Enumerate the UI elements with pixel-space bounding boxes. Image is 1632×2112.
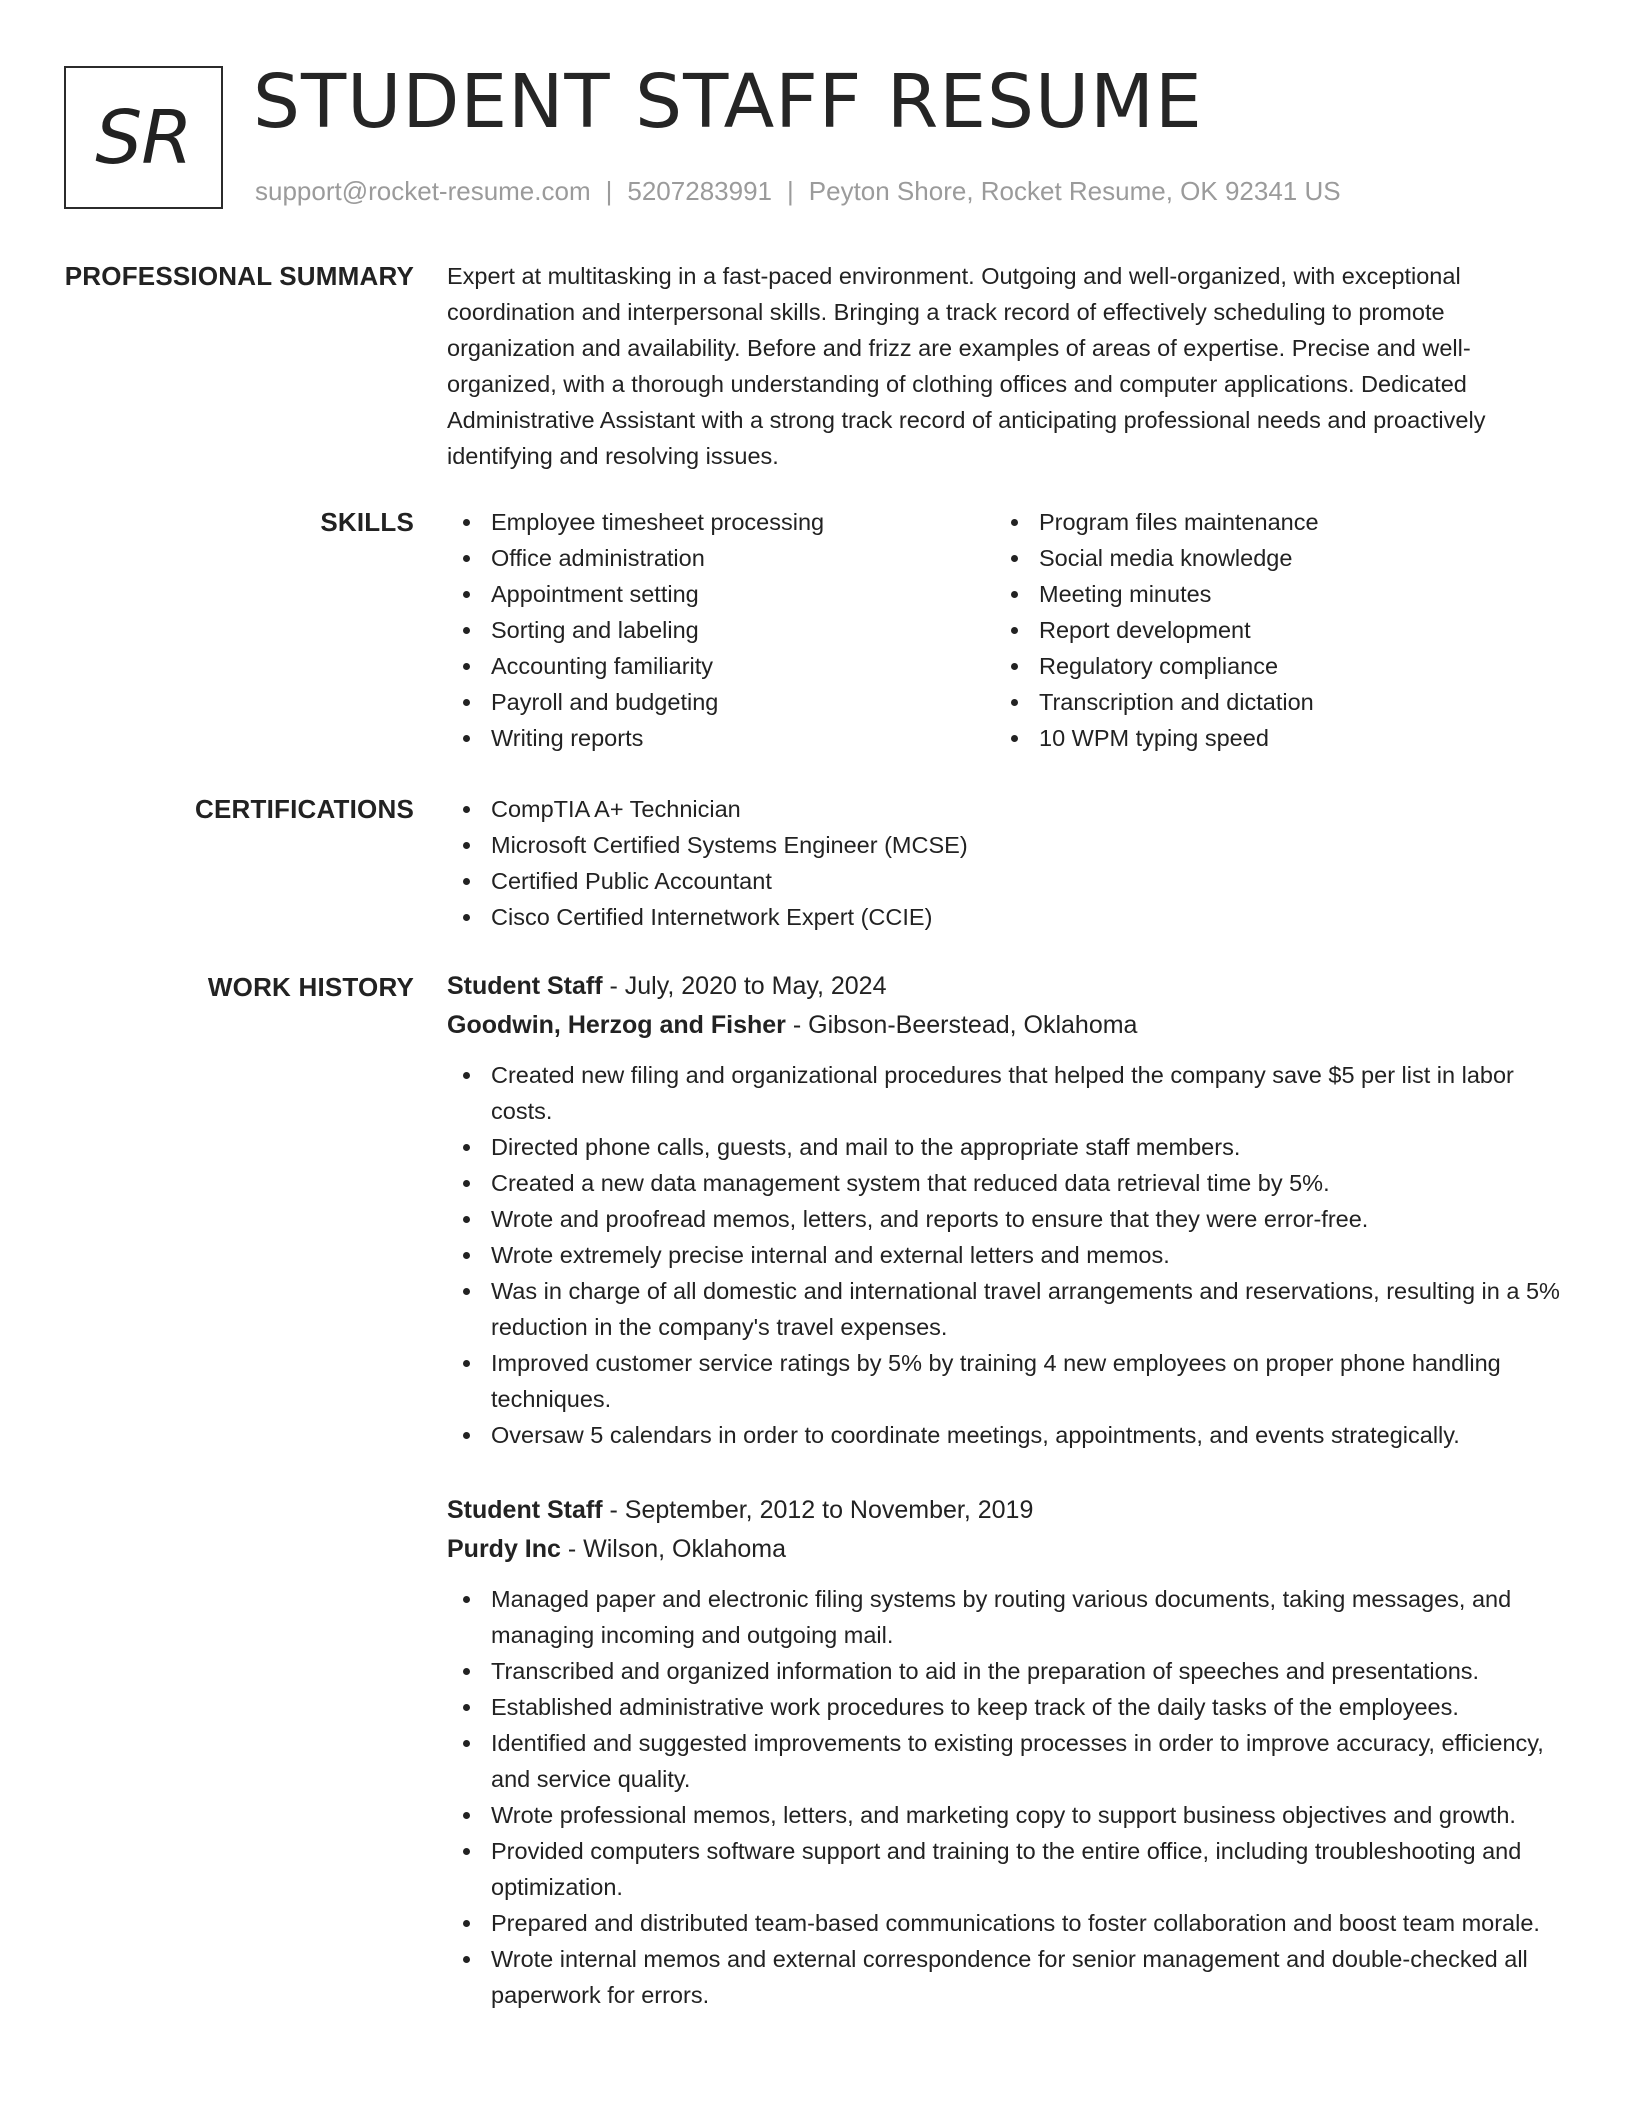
skill-item: Program files maintenance <box>995 504 1515 540</box>
job-entry <box>447 967 1567 1453</box>
job-duty: Prepared and distributed team-based communications to foster collaboration and boost team morale. <box>447 1905 1567 1941</box>
job-duty: Wrote extremely precise internal and external letters and memos. <box>447 1237 1567 1273</box>
job-company-line <box>447 1530 1567 1569</box>
job-duty: Created a new data management system that reduced data retrieval time by 5%. <box>447 1165 1567 1201</box>
skill-item: Writing reports <box>447 720 967 756</box>
certification-item: CompTIA A+ Technician <box>447 791 1567 827</box>
job-entry <box>447 1491 1567 2013</box>
work-history-heading: WORK HISTORY <box>207 972 414 1002</box>
job-duty: Wrote internal memos and external correspondence for senior management and double-checked all paperwork for errors. <box>447 1941 1567 2013</box>
monogram-initials: SR <box>95 94 192 181</box>
job-company: Purdy Inc <box>447 1535 561 1563</box>
job-duty: Oversaw 5 calendars in order to coordinate meetings, appointments, and events strategically. <box>447 1417 1567 1453</box>
skills-column-1 <box>447 504 967 756</box>
job-title: Student Staff <box>447 972 603 1000</box>
job-duty: Improved customer service ratings by 5% by training 4 new employees on proper phone handling techniques. <box>447 1345 1567 1417</box>
skill-item: Employee timesheet processing <box>447 504 967 540</box>
job-location: - Wilson, Oklahoma <box>560 1535 786 1563</box>
skill-item: Office administration <box>447 540 967 576</box>
job-title-line <box>447 1491 1567 1530</box>
job-duty: Directed phone calls, guests, and mail to the appropriate staff members. <box>447 1129 1567 1165</box>
resume-title: STUDENT STAFF RESUME <box>253 59 1203 145</box>
job-company-line <box>447 1006 1567 1045</box>
job-duty: Wrote and proofread memos, letters, and reports to ensure that they were error-free. <box>447 1201 1567 1237</box>
skill-item: Accounting familiarity <box>447 648 967 684</box>
job-duty: Established administrative work procedures to keep track of the daily tasks of the employees. <box>447 1689 1567 1725</box>
job-title: Student Staff <box>447 1496 603 1524</box>
contact-separator: | <box>605 176 613 206</box>
job-duties-list <box>447 1581 1567 2013</box>
certifications-list <box>447 791 1567 935</box>
skills-column-2 <box>995 504 1515 756</box>
job-duty: Created new filing and organizational procedures that helped the company save $5 per list in labor costs. <box>447 1057 1567 1129</box>
job-duties-list <box>447 1057 1567 1453</box>
skill-item: Social media knowledge <box>995 540 1515 576</box>
job-duty: Was in charge of all domestic and international travel arrangements and reservations, resulting in a 5% reduction in the company's travel expenses. <box>447 1273 1567 1345</box>
summary-heading: PROFESSIONAL SUMMARY <box>64 261 414 291</box>
certification-item: Microsoft Certified Systems Engineer (MCSE) <box>447 827 1567 863</box>
contact-line <box>255 174 1341 208</box>
skill-item: Payroll and budgeting <box>447 684 967 720</box>
skill-item: Transcription and dictation <box>995 684 1515 720</box>
job-duty: Wrote professional memos, letters, and marketing copy to support business objectives and growth. <box>447 1797 1567 1833</box>
job-duty: Provided computers software support and training to the entire office, including troubleshooting and optimization. <box>447 1833 1567 1905</box>
skills-body <box>447 504 1567 764</box>
job-duty: Managed paper and electronic filing systems by routing various documents, taking messages, and managing incoming and outgoing mail. <box>447 1581 1567 1653</box>
skill-item: Sorting and labeling <box>447 612 967 648</box>
skill-item: Appointment setting <box>447 576 967 612</box>
skills-heading: SKILLS <box>320 507 414 537</box>
skill-item: Report development <box>995 612 1515 648</box>
contact-email[interactable]: support@rocket-resume.com <box>255 176 591 206</box>
job-dates: - July, 2020 to May, 2024 <box>602 972 887 1000</box>
monogram-box <box>64 66 223 209</box>
contact-phone[interactable]: 5207283991 <box>627 176 772 206</box>
job-title-line <box>447 967 1567 1006</box>
skill-item: Regulatory compliance <box>995 648 1515 684</box>
skill-item: Meeting minutes <box>995 576 1515 612</box>
certification-item: Certified Public Accountant <box>447 863 1567 899</box>
contact-separator: | <box>787 176 794 206</box>
job-company: Goodwin, Herzog and Fisher <box>447 1011 786 1039</box>
job-location: - Gibson-Beerstead, Oklahoma <box>785 1011 1138 1039</box>
job-dates: - September, 2012 to November, 2019 <box>602 1496 1034 1524</box>
job-duty: Identified and suggested improvements to existing processes in order to improve accuracy, efficiency, and service quality. <box>447 1725 1567 1797</box>
job-duty: Transcribed and organized information to aid in the preparation of speeches and presentations. <box>447 1653 1567 1689</box>
summary-text: Expert at multitasking in a fast-paced environment. Outgoing and well-organized, with exceptional coordination and interpersonal skills. Bringing a track record of effectively scheduling to promote organization and availability. Before and frizz are examples of areas of expertise. Precise and well-organized, with a thorough understanding of clothing offices and computer applications. Dedicated Administrative Assistant with a strong track record of anticipating professional needs and proactively identifying and resolving issues. <box>447 263 1486 469</box>
contact-address: Peyton Shore, Rocket Resume, OK 92341 US <box>808 176 1341 206</box>
certification-item: Cisco Certified Internetwork Expert (CCIE) <box>447 899 1567 935</box>
certifications-heading: CERTIFICATIONS <box>195 794 414 824</box>
skill-item: 10 WPM typing speed <box>995 720 1515 756</box>
